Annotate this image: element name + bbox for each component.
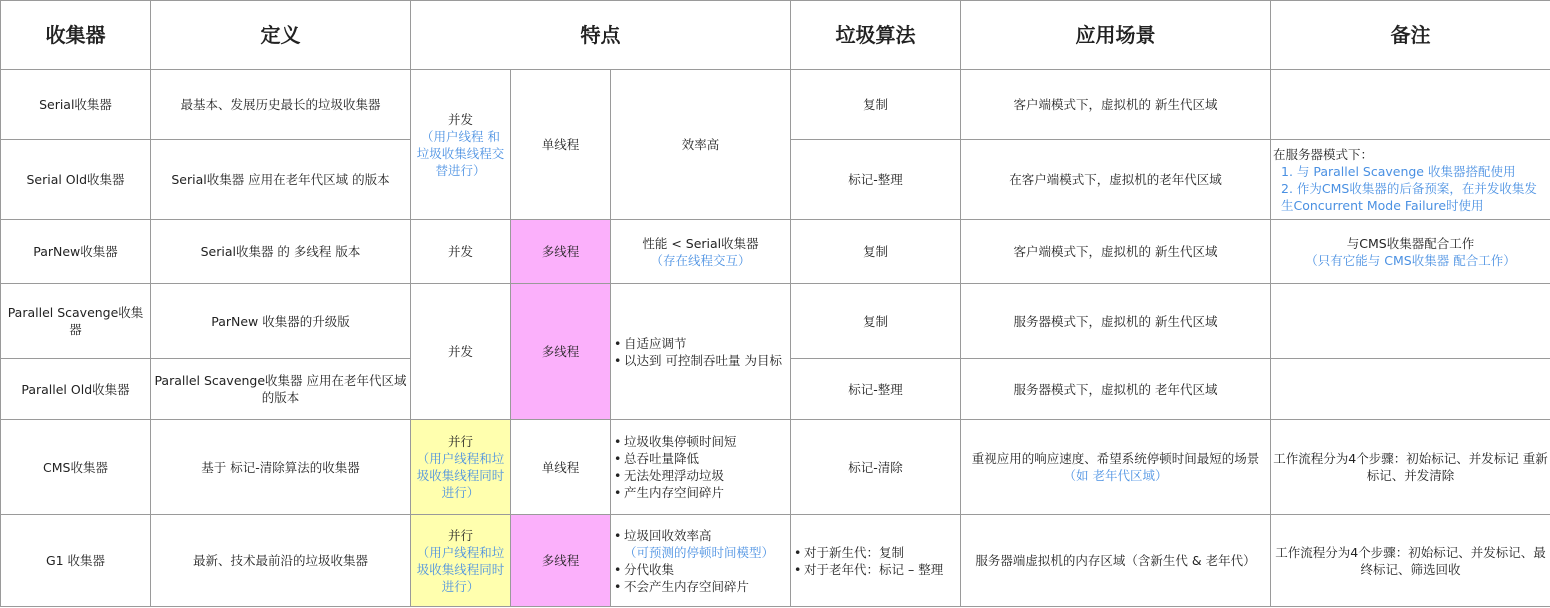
usage-scenario: 服务器端虚拟机的内存区域（含新生代 & 老年代） [961, 515, 1271, 607]
table-row [1, 420, 1550, 515]
gc-algorithm: 标记-整理 [791, 359, 961, 420]
table-row [1, 284, 1550, 359]
feature-item: • 自适应调节 [613, 335, 788, 352]
concurrency-label: 并发 [411, 220, 511, 284]
note-text: 与CMS收集器配合工作 [1346, 235, 1475, 251]
collector-definition: Serial收集器 应用在老年代区域 的版本 [151, 140, 411, 220]
collector-definition: Parallel Scavenge收集器 应用在老年代区域的版本 [151, 359, 411, 420]
thread-mode: 多线程 [511, 515, 611, 607]
gc-algorithm: 标记-清除 [791, 420, 961, 515]
usage-scenario: 服务器模式下，虚拟机的 新生代区域 [961, 284, 1271, 359]
header-notes: 备注 [1271, 1, 1550, 70]
feature-cell: 效率高 [611, 70, 791, 220]
feature-item: • 不会产生内存空间碎片 [613, 578, 788, 595]
usage-scenario: 在客户端模式下，虚拟机的老年代区域 [961, 140, 1271, 220]
collector-definition: 基于 标记-清除算法的收集器 [151, 420, 411, 515]
scene-text: 重视应用的响应速度、希望系统停顿时间最短的场景 [971, 451, 1260, 466]
note-cell [1271, 284, 1550, 359]
header-row [1, 1, 1550, 70]
concurrency-cell [411, 420, 511, 515]
note-cell [1271, 359, 1550, 420]
feature-item: • 以达到 可控制吞吐量 为目标 [613, 352, 788, 369]
feature-item: • 分代收集 [613, 561, 788, 578]
collector-name: Parallel Scavenge收集器 [1, 284, 151, 359]
usage-scenario: 服务器模式下，虚拟机的 老年代区域 [961, 359, 1271, 420]
feature-cell [611, 420, 791, 515]
note-cell [1271, 140, 1550, 220]
feature-item: • 产生内存空间碎片 [613, 484, 788, 501]
gc-algorithm: 复制 [791, 220, 961, 284]
gc-algorithm [791, 515, 961, 607]
table-row [1, 515, 1550, 607]
collector-name: Parallel Old收集器 [1, 359, 151, 420]
note-sub: （只有它能与 CMS收集器 配合工作） [1305, 252, 1516, 268]
note-cell [1271, 220, 1550, 284]
note-item: 1. 与 Parallel Scavenge 收集器搭配使用 [1281, 163, 1516, 179]
concurrency-label: 并行 [447, 527, 473, 543]
usage-scenario [961, 420, 1271, 515]
feature-note: （可预测的停顿时间模型） [624, 544, 775, 560]
feature-item [613, 527, 788, 561]
header-algorithm: 垃圾算法 [791, 1, 961, 70]
collector-name: ParNew收集器 [1, 220, 151, 284]
feature-note: （存在线程交互） [650, 252, 751, 268]
thread-mode: 单线程 [511, 70, 611, 220]
table-row [1, 70, 1550, 140]
thread-mode: 多线程 [511, 220, 611, 284]
header-features: 特点 [411, 1, 791, 70]
thread-mode: 单线程 [511, 420, 611, 515]
gc-algorithm: 复制 [791, 70, 961, 140]
note-title: 在服务器模式下： [1273, 146, 1374, 162]
collector-name: Serial收集器 [1, 70, 151, 140]
feature-text: • 垃圾回收效率高 [624, 527, 712, 543]
feature-item: • 总吞吐量降低 [613, 450, 788, 467]
feature-item: • 无法处理浮动垃圾 [613, 467, 788, 484]
feature-cell [611, 220, 791, 284]
note-item: 2. 作为CMS收集器的后备预案，在并发收集发生Concurrent Mode Failure时使用 [1281, 180, 1537, 213]
concurrency-cell [411, 515, 511, 607]
feature-cell [611, 284, 791, 420]
concurrency-label: 并发 [411, 284, 511, 420]
feature-item: • 垃圾收集停顿时间短 [613, 433, 788, 450]
algorithm-item: • 对于新生代：复制 [793, 544, 958, 561]
table-row [1, 220, 1550, 284]
header-definition: 定义 [151, 1, 411, 70]
scene-note: （如 老年代区域） [1063, 468, 1168, 483]
concurrency-note: （用户线程 和 垃圾收集线程交替进行） [416, 128, 505, 178]
header-scenario: 应用场景 [961, 1, 1271, 70]
feature-cell [611, 515, 791, 607]
header-collector: 收集器 [1, 1, 151, 70]
gc-algorithm: 复制 [791, 284, 961, 359]
collector-definition: 最基本、发展历史最长的垃圾收集器 [151, 70, 411, 140]
usage-scenario: 客户端模式下，虚拟机的 新生代区域 [961, 220, 1271, 284]
thread-mode: 多线程 [511, 284, 611, 420]
collector-definition: ParNew 收集器的升级版 [151, 284, 411, 359]
collector-definition: 最新、技术最前沿的垃圾收集器 [151, 515, 411, 607]
collector-name: Serial Old收集器 [1, 140, 151, 220]
collector-definition: Serial收集器 的 多线程 版本 [151, 220, 411, 284]
gc-algorithm: 标记-整理 [791, 140, 961, 220]
note-cell: 工作流程分为4个步骤：初始标记、并发标记、最终标记、筛选回收 [1271, 515, 1550, 607]
feature-text: 性能 < Serial收集器 [642, 235, 759, 251]
concurrency-cell [411, 70, 511, 220]
usage-scenario: 客户端模式下，虚拟机的 新生代区域 [961, 70, 1271, 140]
algorithm-item: • 对于老年代：标记 – 整理 [793, 561, 958, 578]
concurrency-label: 并行 [447, 434, 473, 449]
concurrency-note: （用户线程和垃圾收集线程同时进行） [416, 544, 505, 594]
collector-name: CMS收集器 [1, 420, 151, 515]
note-cell [1271, 70, 1550, 140]
concurrency-note: （用户线程和垃圾收集线程同时进行） [416, 451, 505, 500]
concurrency-label: 并发 [447, 111, 473, 127]
note-cell: 工作流程分为4个步骤：初始标记、并发标记 重新标记、并发清除 [1271, 420, 1550, 515]
collector-name: G1 收集器 [1, 515, 151, 607]
